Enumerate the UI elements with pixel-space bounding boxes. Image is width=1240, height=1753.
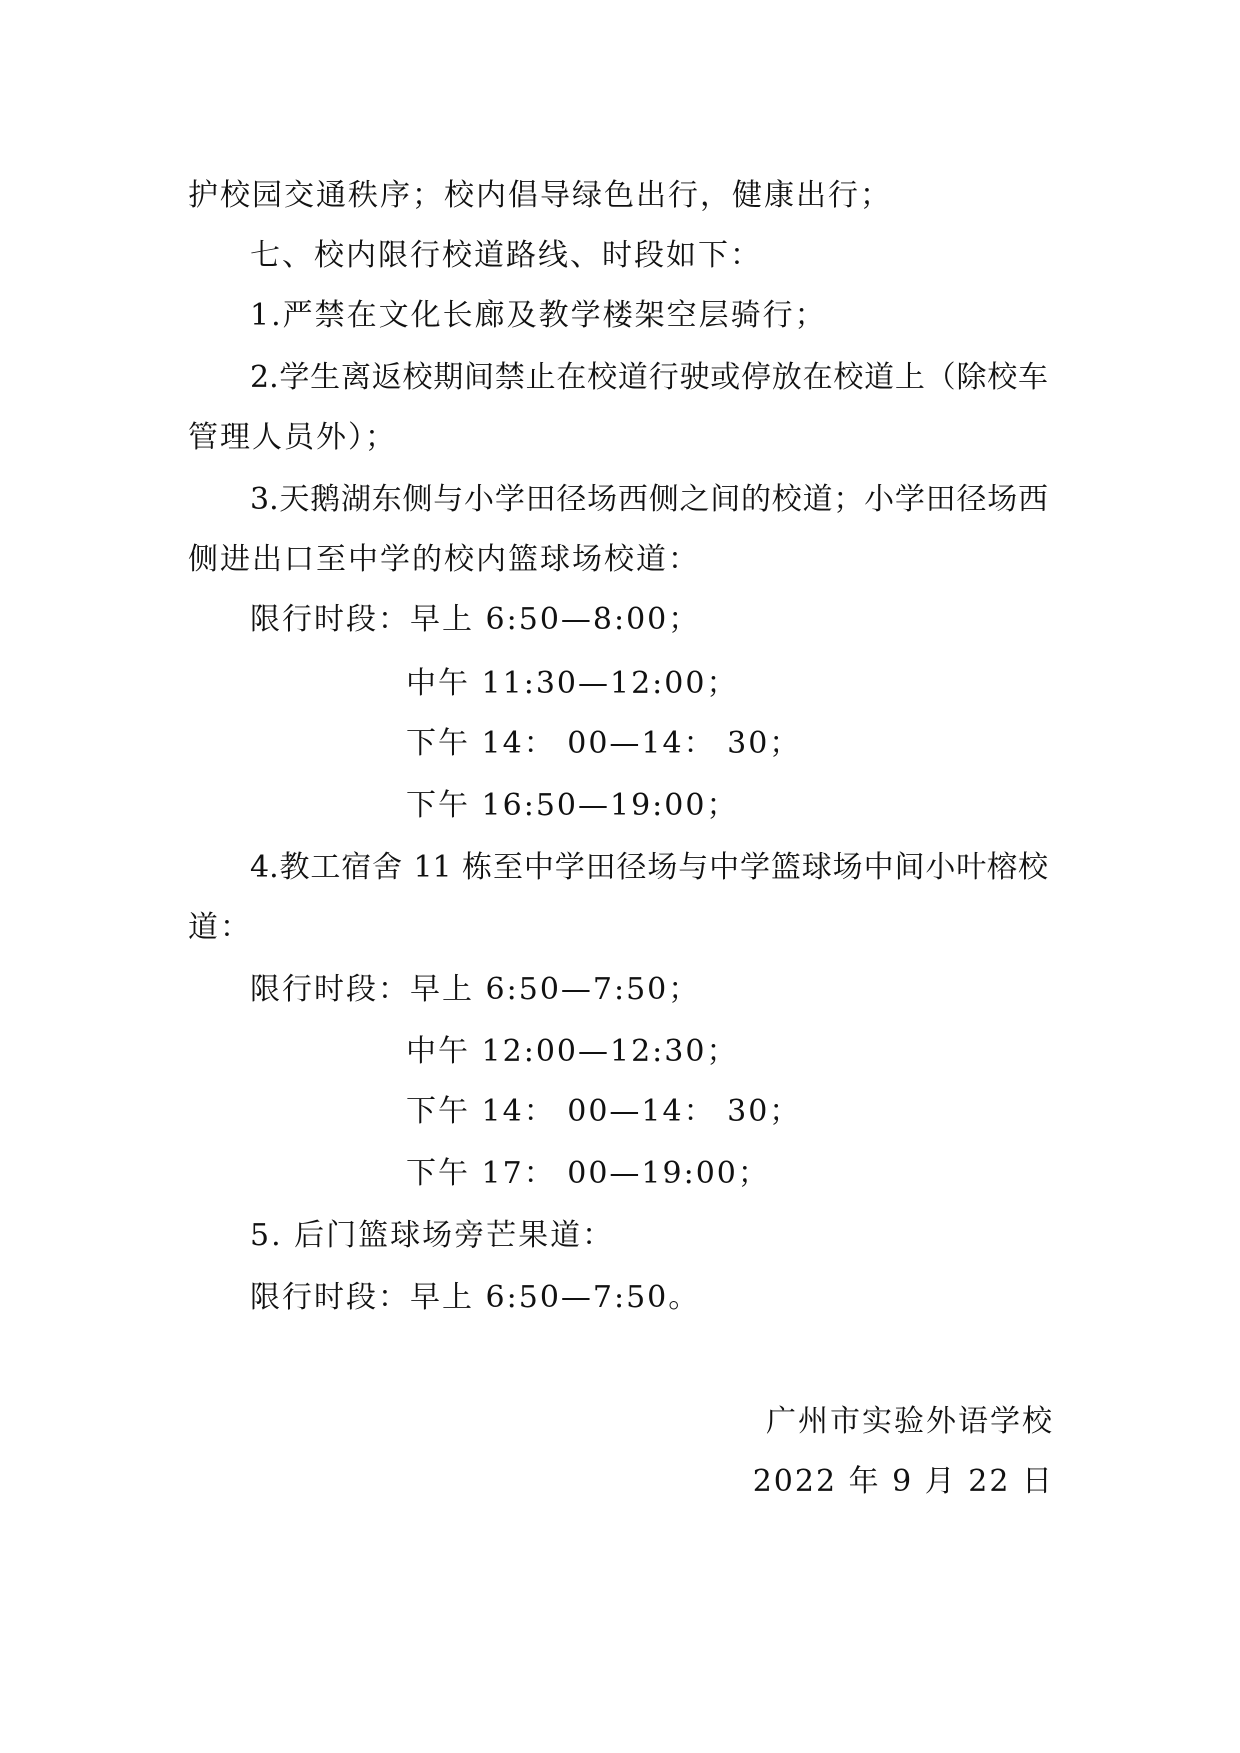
- signature-organization: 广州市实验外语学校: [766, 1404, 1054, 1439]
- body-line: 侧进出口至中学的校内篮球场校道：: [188, 542, 700, 577]
- time-slot-line: 下午 14： 00—14： 30；: [406, 726, 802, 761]
- body-line: 4.教工宿舍 11 栋至中学田径场与中学篮球场中间小叶榕校: [250, 850, 1048, 885]
- body-line: 3.天鹅湖东侧与小学田径场西侧之间的校道；小学田径场西: [250, 482, 1048, 517]
- body-line: 道：: [188, 910, 252, 945]
- section-heading: 七、校内限行校道路线、时段如下：: [250, 238, 762, 273]
- time-slot-line: 限行时段：早上 6:50—7:50。: [250, 1280, 701, 1315]
- time-slot-line: 下午 16:50—19:00；: [406, 788, 739, 823]
- time-slot-line: 限行时段：早上 6:50—8:00；: [250, 602, 701, 637]
- body-line: 5. 后门篮球场旁芒果道：: [250, 1218, 615, 1253]
- body-line: 管理人员外）；: [188, 420, 397, 455]
- body-line: 2.学生离返校期间禁止在校道行驶或停放在校道上（除校车: [250, 360, 1048, 395]
- time-slot-line: 限行时段：早上 6:50—7:50；: [250, 972, 701, 1007]
- time-slot-line: 中午 11:30—12:00；: [406, 666, 739, 701]
- time-slot-line: 下午 14： 00—14： 30；: [406, 1094, 802, 1129]
- body-line: 护校园交通秩序；校内倡导绿色出行，健康出行；: [188, 178, 892, 213]
- time-slot-line: 下午 17： 00—19:00；: [406, 1156, 770, 1191]
- signature-date: 2022 年 9 月 22 日: [752, 1464, 1054, 1499]
- body-line: 1.严禁在文化长廊及教学楼架空层骑行；: [250, 298, 827, 333]
- time-slot-line: 中午 12:00—12:30；: [406, 1034, 739, 1069]
